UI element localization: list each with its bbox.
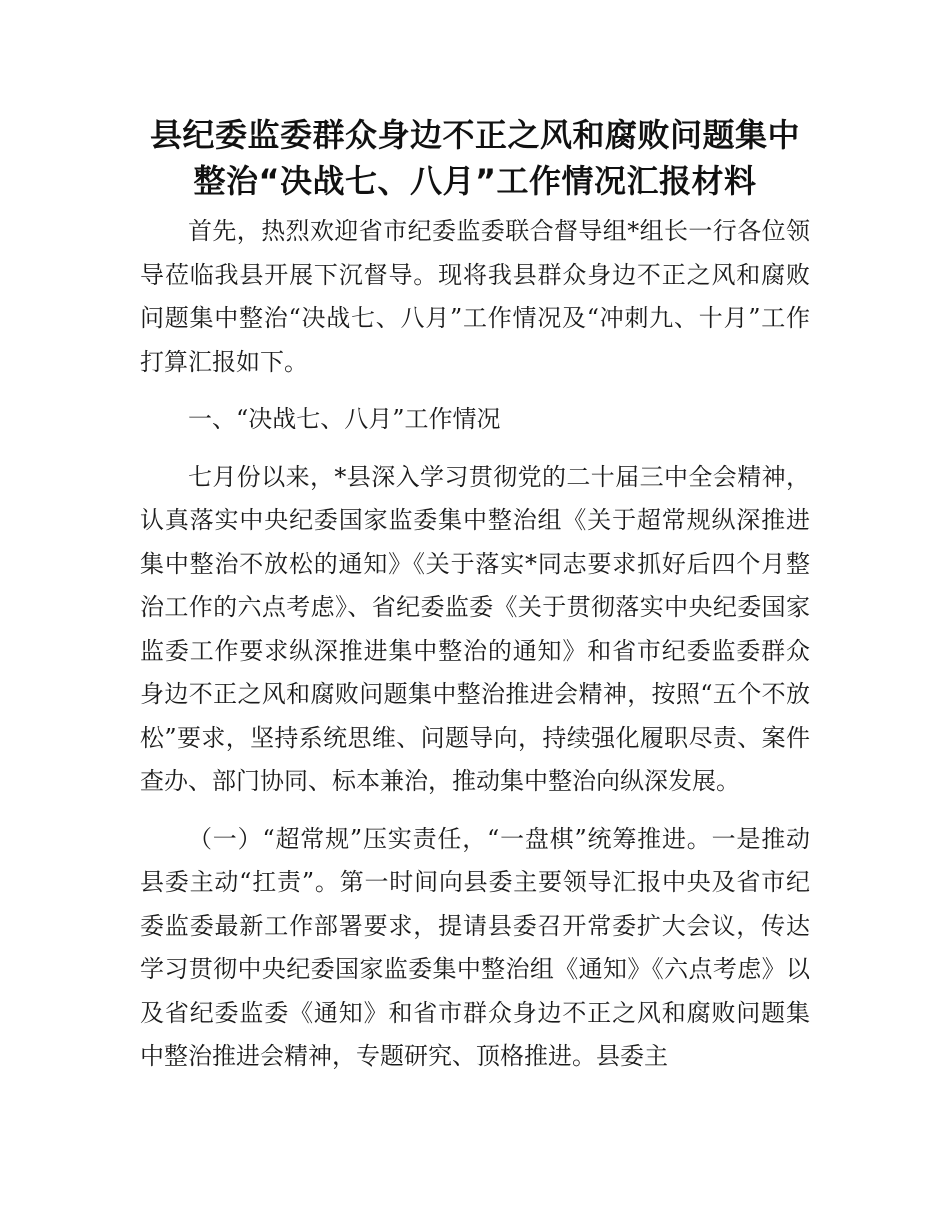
section-heading: 一、“决战七、八月”工作情况 <box>188 405 501 433</box>
intro-paragraph: 首先，热烈欢迎省市纪委监委联合督导组*组长一行各位领导莅临我县开展下沉督导。现将我县群众身边不正之风和腐败问题集中整治“决战七、八月”工作情况及“冲刺九、十月”工作打算汇报如下。 <box>140 217 810 376</box>
title-line-2: 整治“决战七、八月”工作情况汇报材料 <box>193 162 757 200</box>
document-title <box>140 112 810 204</box>
title-line-1: 县纪委监委群众身边不正之风和腐败问题集中 <box>149 116 800 154</box>
body-paragraph: 七月份以来，*县深入学习贯彻党的二十届三中全会精神，认真落实中央纪委国家监委集中整治组《关于超常规纵深推进集中整治不放松的通知》《关于落实*同志要求抓好后四个月整治工作的六点考虑》、省纪委监委《关于贯彻落实中央纪委国家监委工作要求纵深推进集中整治的通知》和省市纪委监委群众身边不正之风和腐败问题集中整治推进会精神，按照“五个不放松”要求，坚持系统思维、问题导向，持续强化履职尽责、案件查办、部门协同、标本兼治，推动集中整治向纵深发展。 <box>140 462 810 795</box>
subsection-paragraph: （一）“超常规”压实责任，“一盘棋”统筹推进。一是推动县委主动“扛责”。第一时间向县委主要领导汇报中央及省市纪委监委最新工作部署要求，提请县委召开常委扩大会议，传达学习贯彻中央纪委国家监委集中整治组《通知》《六点考虑》以及省纪委监委《通知》和省市群众身边不正之风和腐败问题集中整治推进会精神，专题研究、顶格推进。县委主 <box>140 824 810 1070</box>
document-page <box>140 112 810 1079</box>
